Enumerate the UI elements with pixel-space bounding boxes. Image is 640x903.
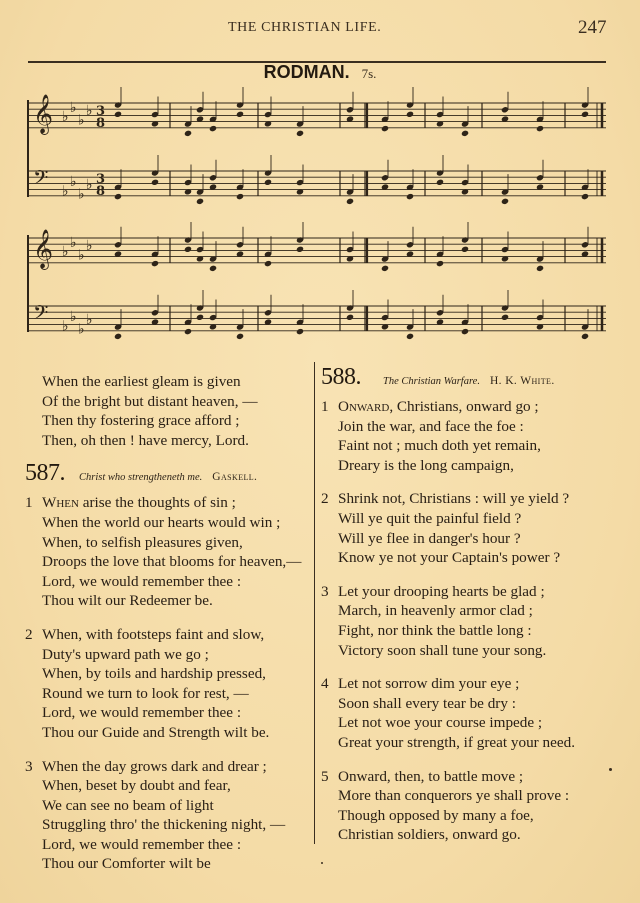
verse-line: Droops the love that blooms for heaven,— bbox=[42, 553, 302, 571]
svg-text:♭: ♭ bbox=[62, 244, 69, 261]
hymn-587 bbox=[25, 460, 315, 874]
hymn-heading bbox=[25, 460, 315, 487]
verse-line: Will ye flee in danger's hour ? bbox=[338, 529, 521, 547]
hymn-number: 587. bbox=[25, 460, 65, 487]
svg-text:♭: ♭ bbox=[78, 247, 85, 264]
verse-number: 1 bbox=[321, 398, 329, 415]
svg-text:♭: ♭ bbox=[78, 112, 85, 129]
first-line-rest: arise the thoughts of sin ; bbox=[78, 494, 236, 512]
ink-speck bbox=[609, 768, 612, 771]
verse-line: Faint not ; much doth yet remain, bbox=[338, 437, 541, 455]
page-number: 247 bbox=[578, 17, 607, 38]
hymn-author: Gaskell. bbox=[212, 471, 258, 484]
tune-name: RODMAN. bbox=[263, 62, 350, 82]
verse-line: Let not woe your course impede ; bbox=[338, 714, 543, 732]
verse-line: Will ye quit the painful field ? bbox=[338, 509, 522, 527]
svg-text:♭: ♭ bbox=[78, 186, 85, 203]
verse-3 bbox=[321, 582, 621, 660]
verse-first-line bbox=[321, 397, 621, 417]
verse-line: Then, oh then ! have mercy, Lord. bbox=[42, 431, 249, 449]
svg-text:♭: ♭ bbox=[78, 321, 85, 338]
verse-line: Thou our Guide and Strength wilt be. bbox=[42, 723, 270, 741]
verse-line: We can see no beam of light bbox=[42, 796, 214, 814]
svg-text:♭: ♭ bbox=[62, 109, 69, 126]
verse-first-line: 2 When, with footsteps faint and slow, bbox=[25, 625, 265, 643]
verse-2 bbox=[321, 489, 621, 567]
verse-line: Great your strength, if great your need. bbox=[338, 733, 576, 751]
svg-text:♭: ♭ bbox=[86, 177, 93, 194]
continuation-stanza bbox=[25, 372, 315, 450]
svg-text:♭: ♭ bbox=[70, 99, 77, 116]
verse-line: Struggling thro' the thickening night, — bbox=[42, 816, 286, 834]
svg-text:𝄞: 𝄞 bbox=[33, 94, 54, 134]
svg-text:♭: ♭ bbox=[70, 309, 77, 326]
hymn-subtitle: The Christian Warfare. bbox=[383, 376, 480, 387]
verse-line: Lord, we would remember thee : bbox=[42, 572, 242, 590]
left-column bbox=[25, 372, 315, 888]
verse-line: More than conquerors ye shall prove : bbox=[338, 787, 570, 805]
verse-line: When, beset by doubt and fear, bbox=[42, 777, 231, 795]
music-score bbox=[0, 0, 640, 360]
verse-3 bbox=[25, 757, 315, 875]
svg-text:𝄞: 𝄞 bbox=[33, 229, 54, 269]
verse-line: Join the war, and face the foe : bbox=[338, 417, 524, 435]
svg-text:♭: ♭ bbox=[62, 318, 69, 335]
verse-line: Lord, we would remember thee : bbox=[42, 704, 242, 722]
verse-1 bbox=[321, 397, 621, 475]
svg-text:♭: ♭ bbox=[86, 103, 93, 119]
verse-first-line bbox=[25, 493, 315, 513]
hymn-author: H. K. White. bbox=[489, 375, 555, 387]
verse-line: Round we turn to look for rest, — bbox=[42, 684, 249, 702]
svg-text:♭: ♭ bbox=[86, 312, 93, 329]
verse-4 bbox=[321, 674, 621, 752]
verse-number: 3 bbox=[321, 582, 329, 600]
svg-text:8: 8 bbox=[96, 116, 106, 131]
verse-first-line: 3 When the day grows dark and drear ; bbox=[25, 757, 267, 775]
svg-text:♭: ♭ bbox=[62, 183, 69, 200]
svg-text:3: 3 bbox=[96, 172, 106, 187]
hymn-heading bbox=[321, 364, 621, 391]
verse-line: Soon shall every tear be dry : bbox=[338, 694, 516, 712]
verse-first-line: 2 Shrink not, Christians : will ye yield ? bbox=[321, 490, 570, 508]
running-title: THE CHRISTIAN LIFE. bbox=[228, 20, 382, 35]
right-column bbox=[321, 364, 621, 859]
verse-line: Fight, nor think the battle long : bbox=[338, 621, 532, 639]
verse-line: Victory soon shall tune your song. bbox=[338, 641, 547, 659]
verse-line: Thou wilt our Redeemer be. bbox=[42, 592, 213, 610]
verse-line: Though opposed by many a foe, bbox=[338, 806, 534, 824]
verse-first-line: 3 Let your drooping hearts be glad ; bbox=[321, 582, 545, 600]
verse-1 bbox=[25, 493, 315, 611]
initial-word: Onward bbox=[338, 398, 390, 415]
svg-text:♭: ♭ bbox=[70, 234, 77, 251]
verse-2 bbox=[25, 625, 315, 743]
score-svg bbox=[0, 0, 640, 360]
verse-line: Lord, we would remember thee : bbox=[42, 835, 242, 853]
verse-number: 5 bbox=[321, 767, 329, 785]
verse-line: Duty's upward path we go ; bbox=[42, 645, 209, 663]
verse-line: Dreary is the long campaign, bbox=[338, 456, 514, 474]
verse-line: When the earliest gleam is given bbox=[42, 373, 241, 390]
svg-text:♭: ♭ bbox=[86, 238, 93, 254]
svg-text:3: 3 bbox=[96, 104, 106, 119]
verse-line: Then thy fostering grace afford ; bbox=[42, 412, 240, 430]
verse-line: March, in heavenly armor clad ; bbox=[338, 602, 533, 620]
first-line-rest: , Christians, onward go ; bbox=[389, 398, 539, 415]
verse-number: 4 bbox=[321, 675, 329, 693]
verse-line: Of the bright but distant heaven, — bbox=[42, 392, 258, 410]
hymn-number: 588. bbox=[321, 364, 361, 390]
ink-speck bbox=[321, 862, 323, 864]
svg-text:𝄢: 𝄢 bbox=[33, 301, 49, 329]
hymn-subtitle: Christ who strengtheneth me. bbox=[79, 472, 203, 484]
verse-line: Christian soldiers, onward go. bbox=[338, 826, 521, 844]
verse-line: Know ye not your Captain's power ? bbox=[338, 549, 561, 567]
verse-5 bbox=[321, 767, 621, 845]
svg-text:♭: ♭ bbox=[70, 174, 77, 191]
verse-line: When, by toils and hardship pressed, bbox=[42, 665, 266, 683]
svg-text:8: 8 bbox=[96, 184, 106, 199]
verse-first-line: 5 Onward, then, to battle move ; bbox=[321, 767, 524, 785]
verse-first-line: 4 Let not sorrow dim your eye ; bbox=[321, 675, 520, 693]
verse-number: 3 bbox=[25, 757, 33, 775]
hymn-588 bbox=[321, 364, 621, 845]
verse-line: When, to selfish pleasures given, bbox=[42, 533, 243, 551]
tune-meter: 7s. bbox=[361, 66, 377, 81]
verse-line: When the world our hearts would win ; bbox=[42, 513, 281, 531]
verse-number: 2 bbox=[25, 625, 33, 643]
verse-number: 1 bbox=[25, 494, 33, 512]
svg-text:𝄢: 𝄢 bbox=[33, 166, 49, 194]
verse-number: 2 bbox=[321, 490, 329, 508]
initial-word: When bbox=[42, 494, 79, 512]
verse-line: Thou our Comforter wilt be bbox=[42, 855, 211, 873]
